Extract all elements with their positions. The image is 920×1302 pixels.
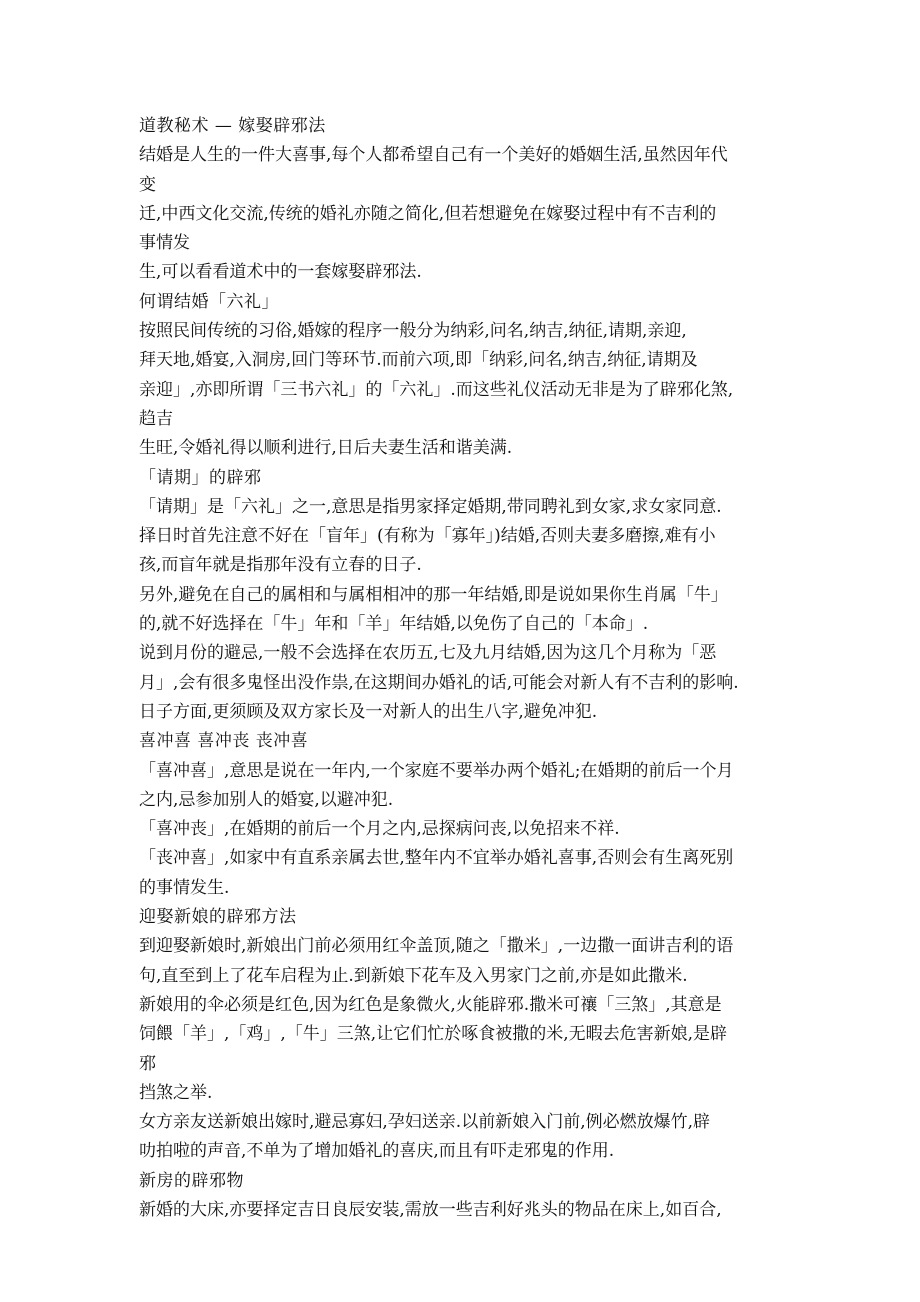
text-line: 孩,而盲年就是指那年没有立春的日子. xyxy=(139,555,422,576)
text-line: 女方亲友送新娘出嫁时,避忌寡妇,孕妇送亲.以前新娘入门前,例必燃放爆竹,辟 xyxy=(139,1112,711,1133)
text-line: 生,可以看看道术中的一套嫁娶辟邪法. xyxy=(139,262,422,283)
section-heading-six-rites: 何谓结婚「六礼」 xyxy=(139,291,279,312)
text-line: 结婚是人生的一件大喜事,每个人都希望自己有一个美好的婚姻生活,虽然因年代 xyxy=(139,145,728,166)
text-line: 「喜冲丧」,在婚期的前后一个月之内,忌探病问丧,以免招来不祥. xyxy=(139,819,620,840)
document-title: 道教秘术 — 嫁娶辟邪法 xyxy=(139,116,326,136)
text-line: 事情发 xyxy=(139,233,190,254)
text-line: 邪 xyxy=(139,1053,156,1074)
text-line: 新婚的大床,亦要择定吉日良辰安装,需放一些吉利好兆头的物品在床上,如百合, xyxy=(139,1199,722,1220)
text-line: 「请期」是「六礼」之一,意思是指男家择定婚期,带同聘礼到女家,求女家同意. xyxy=(139,496,722,517)
text-line: 「喜冲喜」,意思是说在一年内,一个家庭不要举办两个婚礼;在婚期的前后一个月 xyxy=(139,760,734,781)
text-line: 另外,避免在自己的属相和与属相相冲的那一年结婚,即是说如果你生肖属「牛」 xyxy=(139,584,728,605)
text-line: 变 xyxy=(139,174,156,195)
text-line: 之内,忌参加别人的婚宴,以避冲犯. xyxy=(139,789,394,810)
text-line: 挡煞之举. xyxy=(139,1082,213,1103)
section-heading-bride-protection: 迎娶新娘的辟邪方法 xyxy=(139,907,297,928)
text-line: 的事情发生. xyxy=(139,877,230,898)
section-heading-conflicts: 喜冲喜 喜冲丧 丧冲喜 xyxy=(139,731,309,752)
section-heading-date-selection: 「请期」的辟邪 xyxy=(139,467,262,488)
text-line: 句,直至到上了花车启程为止.到新娘下花车及入男家门之前,亦是如此撒米. xyxy=(139,965,688,986)
document-body xyxy=(139,112,789,1225)
text-line: 按照民间传统的习俗,婚嫁的程序一般分为纳彩,问名,纳吉,纳征,请期,亲迎, xyxy=(139,321,687,342)
text-line: 日子方面,更须顾及双方家长及一对新人的出生八字,避免冲犯. xyxy=(139,701,598,722)
text-line: 「丧冲喜」,如家中有直系亲属去世,整年内不宜举办婚礼喜事,否则会有生离死别 xyxy=(139,848,734,869)
text-line: 的,就不好选择在「牛」年和「羊」年结婚,以免伤了自己的「本命」. xyxy=(139,614,649,635)
text-line: 说到月份的避忌,一般不会选择在农历五,七及九月结婚,因为这几个月称为「恶 xyxy=(139,643,717,664)
text-line: 拜天地,婚宴,入洞房,回门等环节.而前六项,即「纳彩,问名,纳吉,纳征,请期及 xyxy=(139,350,698,371)
text-line: 趋吉 xyxy=(139,408,173,429)
text-line: 择日时首先注意不好在「盲年」(有称为「寡年」)结婚,否则夫妻多磨擦,难有小 xyxy=(139,526,716,547)
text-line: 新娘用的伞必须是红色,因为红色是象微火,火能辟邪.撒米可禳「三煞」,其意是 xyxy=(139,994,722,1015)
text-line: 生旺,令婚礼得以顺利进行,日后夫妻生活和谐美满. xyxy=(139,438,513,459)
text-line: 叻拍啦的声音,不单为了增加婚礼的喜庆,而且有吓走邪鬼的作用. xyxy=(139,1141,615,1162)
section-heading-bridal-room: 新房的辟邪物 xyxy=(139,1170,244,1191)
text-line: 饲餵「羊」,「鸡」,「牛」三煞,让它们忙於啄食被撒的米,无暇去危害新娘,是辟 xyxy=(139,1024,728,1045)
text-line: 月」,会有很多鬼怪出没作祟,在这期间办婚礼的话,可能会对新人有不吉利的影响. xyxy=(139,672,739,693)
text-line: 到迎娶新娘时,新娘出门前必须用红伞盖顶,随之「撒米」,一边撒一面讲吉利的语 xyxy=(139,936,734,957)
text-line: 亲迎」,亦即所谓「三书六礼」的「六礼」.而这些礼仪活动无非是为了辟邪化煞, xyxy=(139,379,734,400)
text-line: 迁,中西文化交流,传统的婚礼亦随之简化,但若想避免在嫁娶过程中有不吉利的 xyxy=(139,203,717,224)
